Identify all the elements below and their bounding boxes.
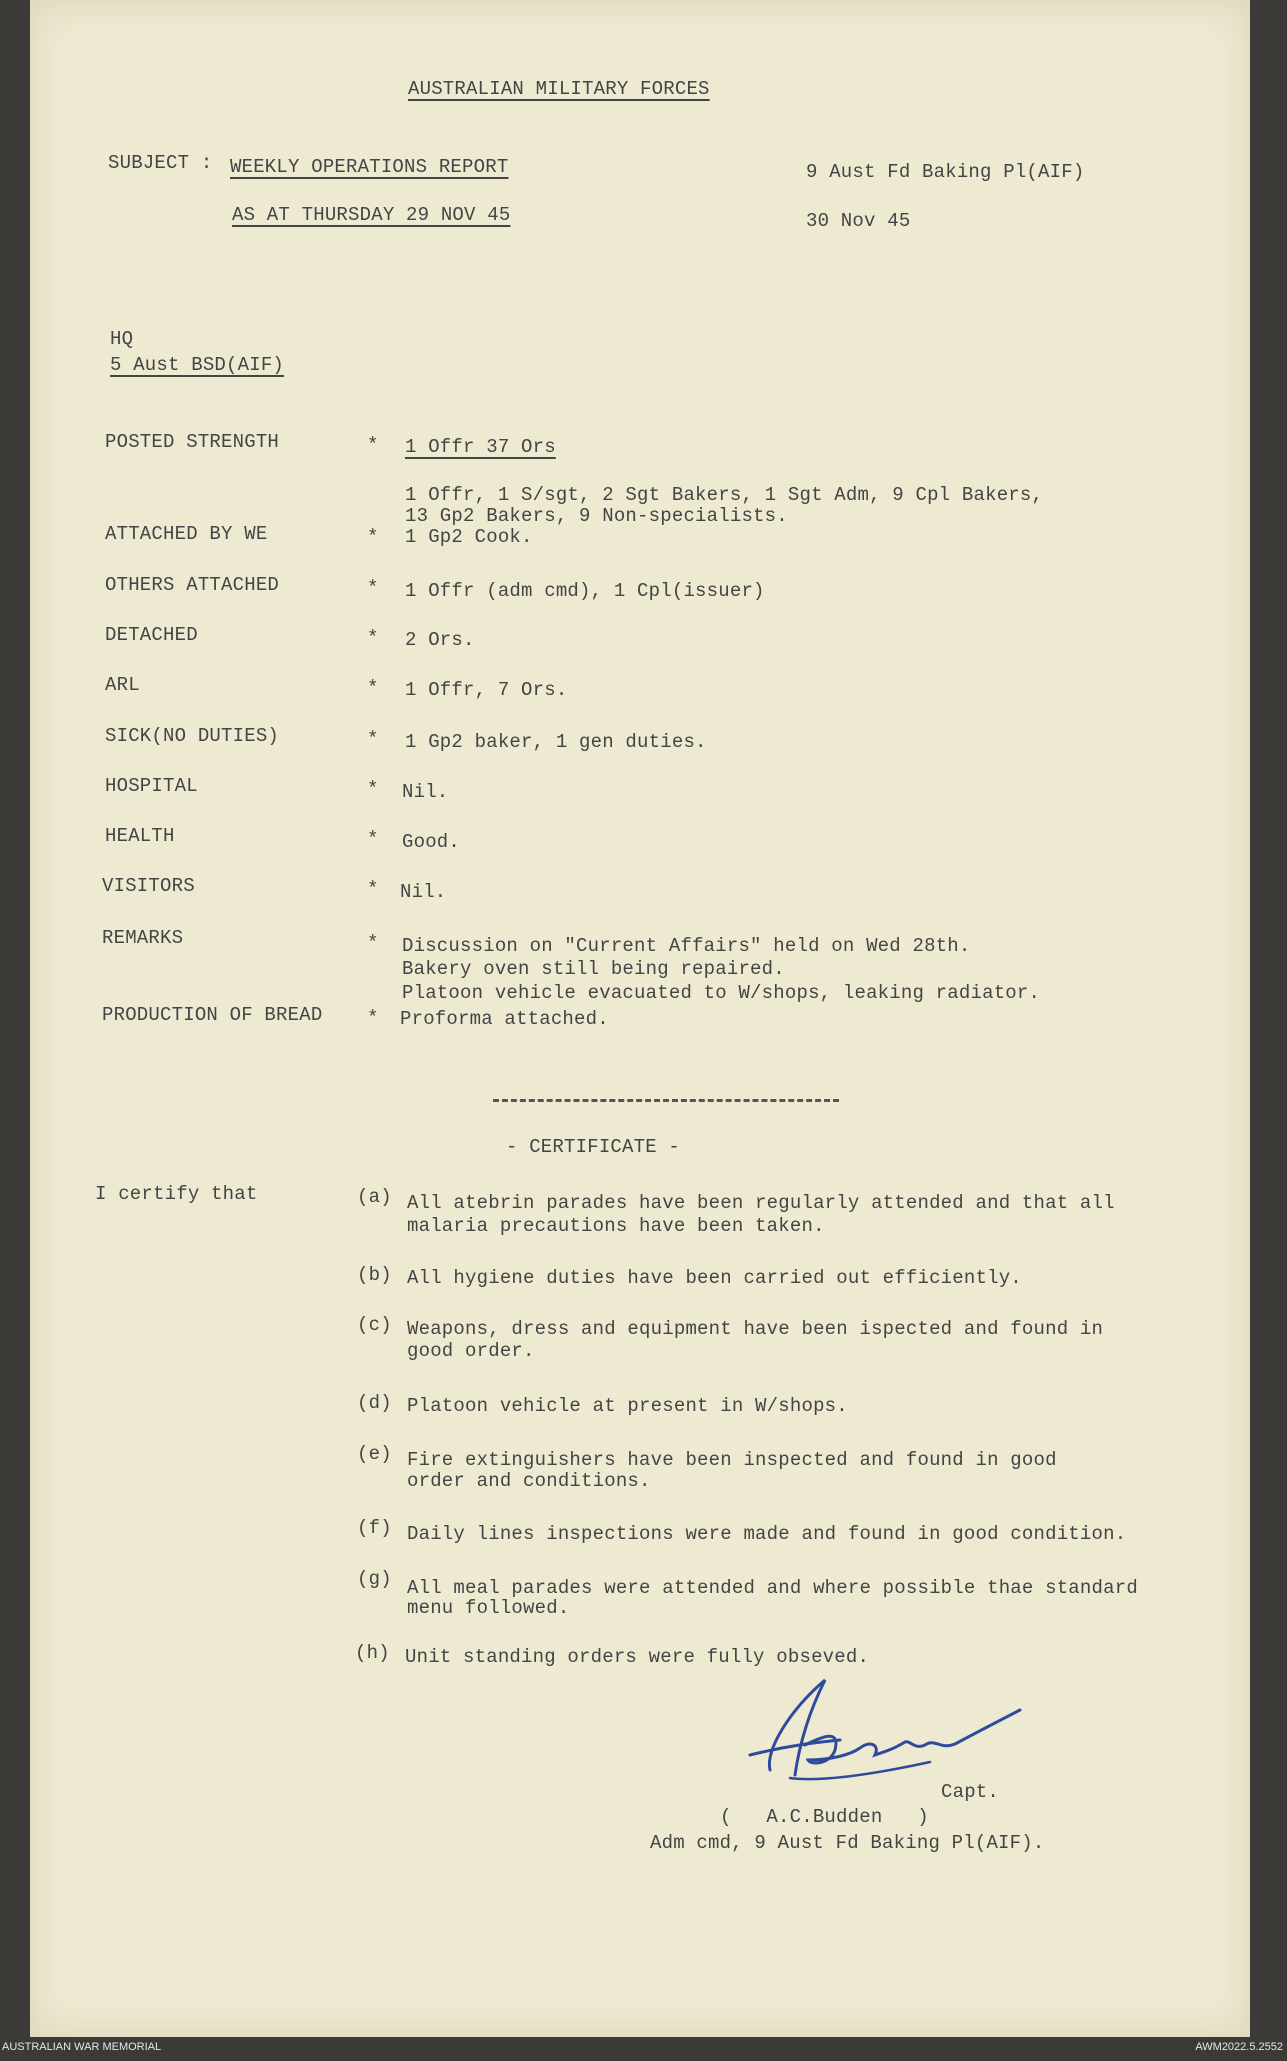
handwritten-signature [730, 1670, 1070, 1800]
cert-key: (e) [357, 1443, 392, 1465]
row-label: ARL [105, 674, 140, 696]
row-label: SICK(NO DUTIES) [105, 725, 280, 747]
cert-line: menu followed. [407, 1597, 570, 1619]
cert-key: (b) [357, 1264, 392, 1286]
cert-line: order and conditions. [407, 1470, 651, 1492]
cert-line: Weapons, dress and equipment have been ispected and found in [407, 1318, 1104, 1340]
row-label: HEALTH [105, 825, 175, 847]
row-star: * [367, 778, 379, 800]
row-value: 13 Gp2 Bakers, 9 Non-specialists. [405, 505, 788, 527]
row-value: 1 Offr, 7 Ors. [405, 679, 568, 701]
cert-line: Daily lines inspections were made and found in good condition. [407, 1523, 1127, 1545]
certificate-intro: I certify that [95, 1183, 258, 1205]
row-value: 1 Gp2 baker, 1 gen duties. [405, 731, 707, 753]
cert-line: Fire extinguishers have been inspected and found in good [407, 1449, 1057, 1471]
row-value: Good. [402, 831, 461, 853]
row-label: DETACHED [105, 624, 198, 646]
row-star: * [367, 728, 379, 750]
cert-key: (h) [355, 1642, 390, 1664]
row-label: HOSPITAL [105, 775, 198, 797]
subject-date: AS AT THURSDAY 29 NOV 45 [232, 204, 511, 226]
row-label: ATTACHED BY WE [105, 523, 268, 545]
cert-line: All meal parades were attended and where possible thae standard [407, 1577, 1138, 1599]
subject-title: WEEKLY OPERATIONS REPORT [230, 156, 509, 178]
cert-line: good order. [407, 1340, 535, 1362]
row-label: POSTED STRENGTH [105, 431, 280, 453]
document-page [30, 0, 1250, 2037]
addressee-line-1: HQ [110, 328, 134, 350]
cert-line: All hygiene duties have been carried out efficiently. [407, 1267, 1022, 1289]
row-star: * [367, 677, 379, 699]
row-label: VISITORS [102, 875, 195, 897]
row-label: OTHERS ATTACHED [105, 574, 280, 596]
row-value: 1 Gp2 Cook. [405, 526, 533, 548]
row-label: REMARKS [102, 927, 184, 949]
cert-key: (a) [357, 1186, 392, 1208]
cert-line: All atebrin parades have been regularly attended and that all [407, 1192, 1115, 1214]
row-star: * [367, 526, 379, 548]
dashed-divider [493, 1099, 839, 1102]
cert-line: malaria precautions have been taken. [407, 1215, 825, 1237]
row-value: 1 Offr, 1 S/sgt, 2 Sgt Bakers, 1 Sgt Adm, 9 Cpl Bakers, [405, 484, 1044, 506]
signatory-rank: Capt. [941, 1781, 1000, 1803]
org-heading: AUSTRALIAN MILITARY FORCES [408, 78, 710, 100]
row-value: Nil. [402, 781, 449, 803]
cert-line: Platoon vehicle at present in W/shops. [407, 1395, 848, 1417]
row-star: * [367, 828, 379, 850]
row-label: PRODUCTION OF BREAD [102, 1004, 323, 1026]
row-star: * [367, 932, 379, 954]
row-star: * [367, 577, 379, 599]
row-value: Platoon vehicle evacuated to W/shops, leaking radiator. [402, 982, 1041, 1004]
footer-right: AWM2022.5.2552 [1195, 2041, 1283, 2053]
signatory-name: ( A.C.Budden ) [720, 1806, 929, 1828]
cert-key: (c) [357, 1314, 392, 1336]
signatory-position: Adm cmd, 9 Aust Fd Baking Pl(AIF). [650, 1832, 1045, 1854]
row-value: 1 Offr 37 Ors [405, 436, 556, 458]
report-date: 30 Nov 45 [806, 210, 911, 232]
row-value: 2 Ors. [405, 629, 475, 651]
row-star: * [367, 627, 379, 649]
addressee-line-2: 5 Aust BSD(AIF) [110, 354, 285, 376]
cert-key: (g) [357, 1568, 392, 1590]
row-star: * [367, 1007, 379, 1029]
footer-left: AUSTRALIAN WAR MEMORIAL [2, 2041, 162, 2053]
row-value: 1 Offr (adm cmd), 1 Cpl(issuer) [405, 580, 765, 602]
row-star: * [367, 878, 379, 900]
row-value: Bakery oven still being repaired. [402, 958, 785, 980]
cert-key: (f) [357, 1517, 392, 1539]
cert-line: Unit standing orders were fully obseved. [405, 1646, 870, 1668]
subject-label: SUBJECT : [108, 152, 213, 174]
certificate-title: - CERTIFICATE - [506, 1136, 681, 1158]
row-value: Proforma attached. [400, 1008, 609, 1030]
cert-key: (d) [357, 1392, 392, 1414]
row-value: Discussion on "Current Affairs" held on Wed 28th. [402, 935, 971, 957]
row-star: * [367, 434, 379, 456]
row-value: Nil. [400, 881, 447, 903]
unit-name: 9 Aust Fd Baking Pl(AIF) [806, 161, 1085, 183]
